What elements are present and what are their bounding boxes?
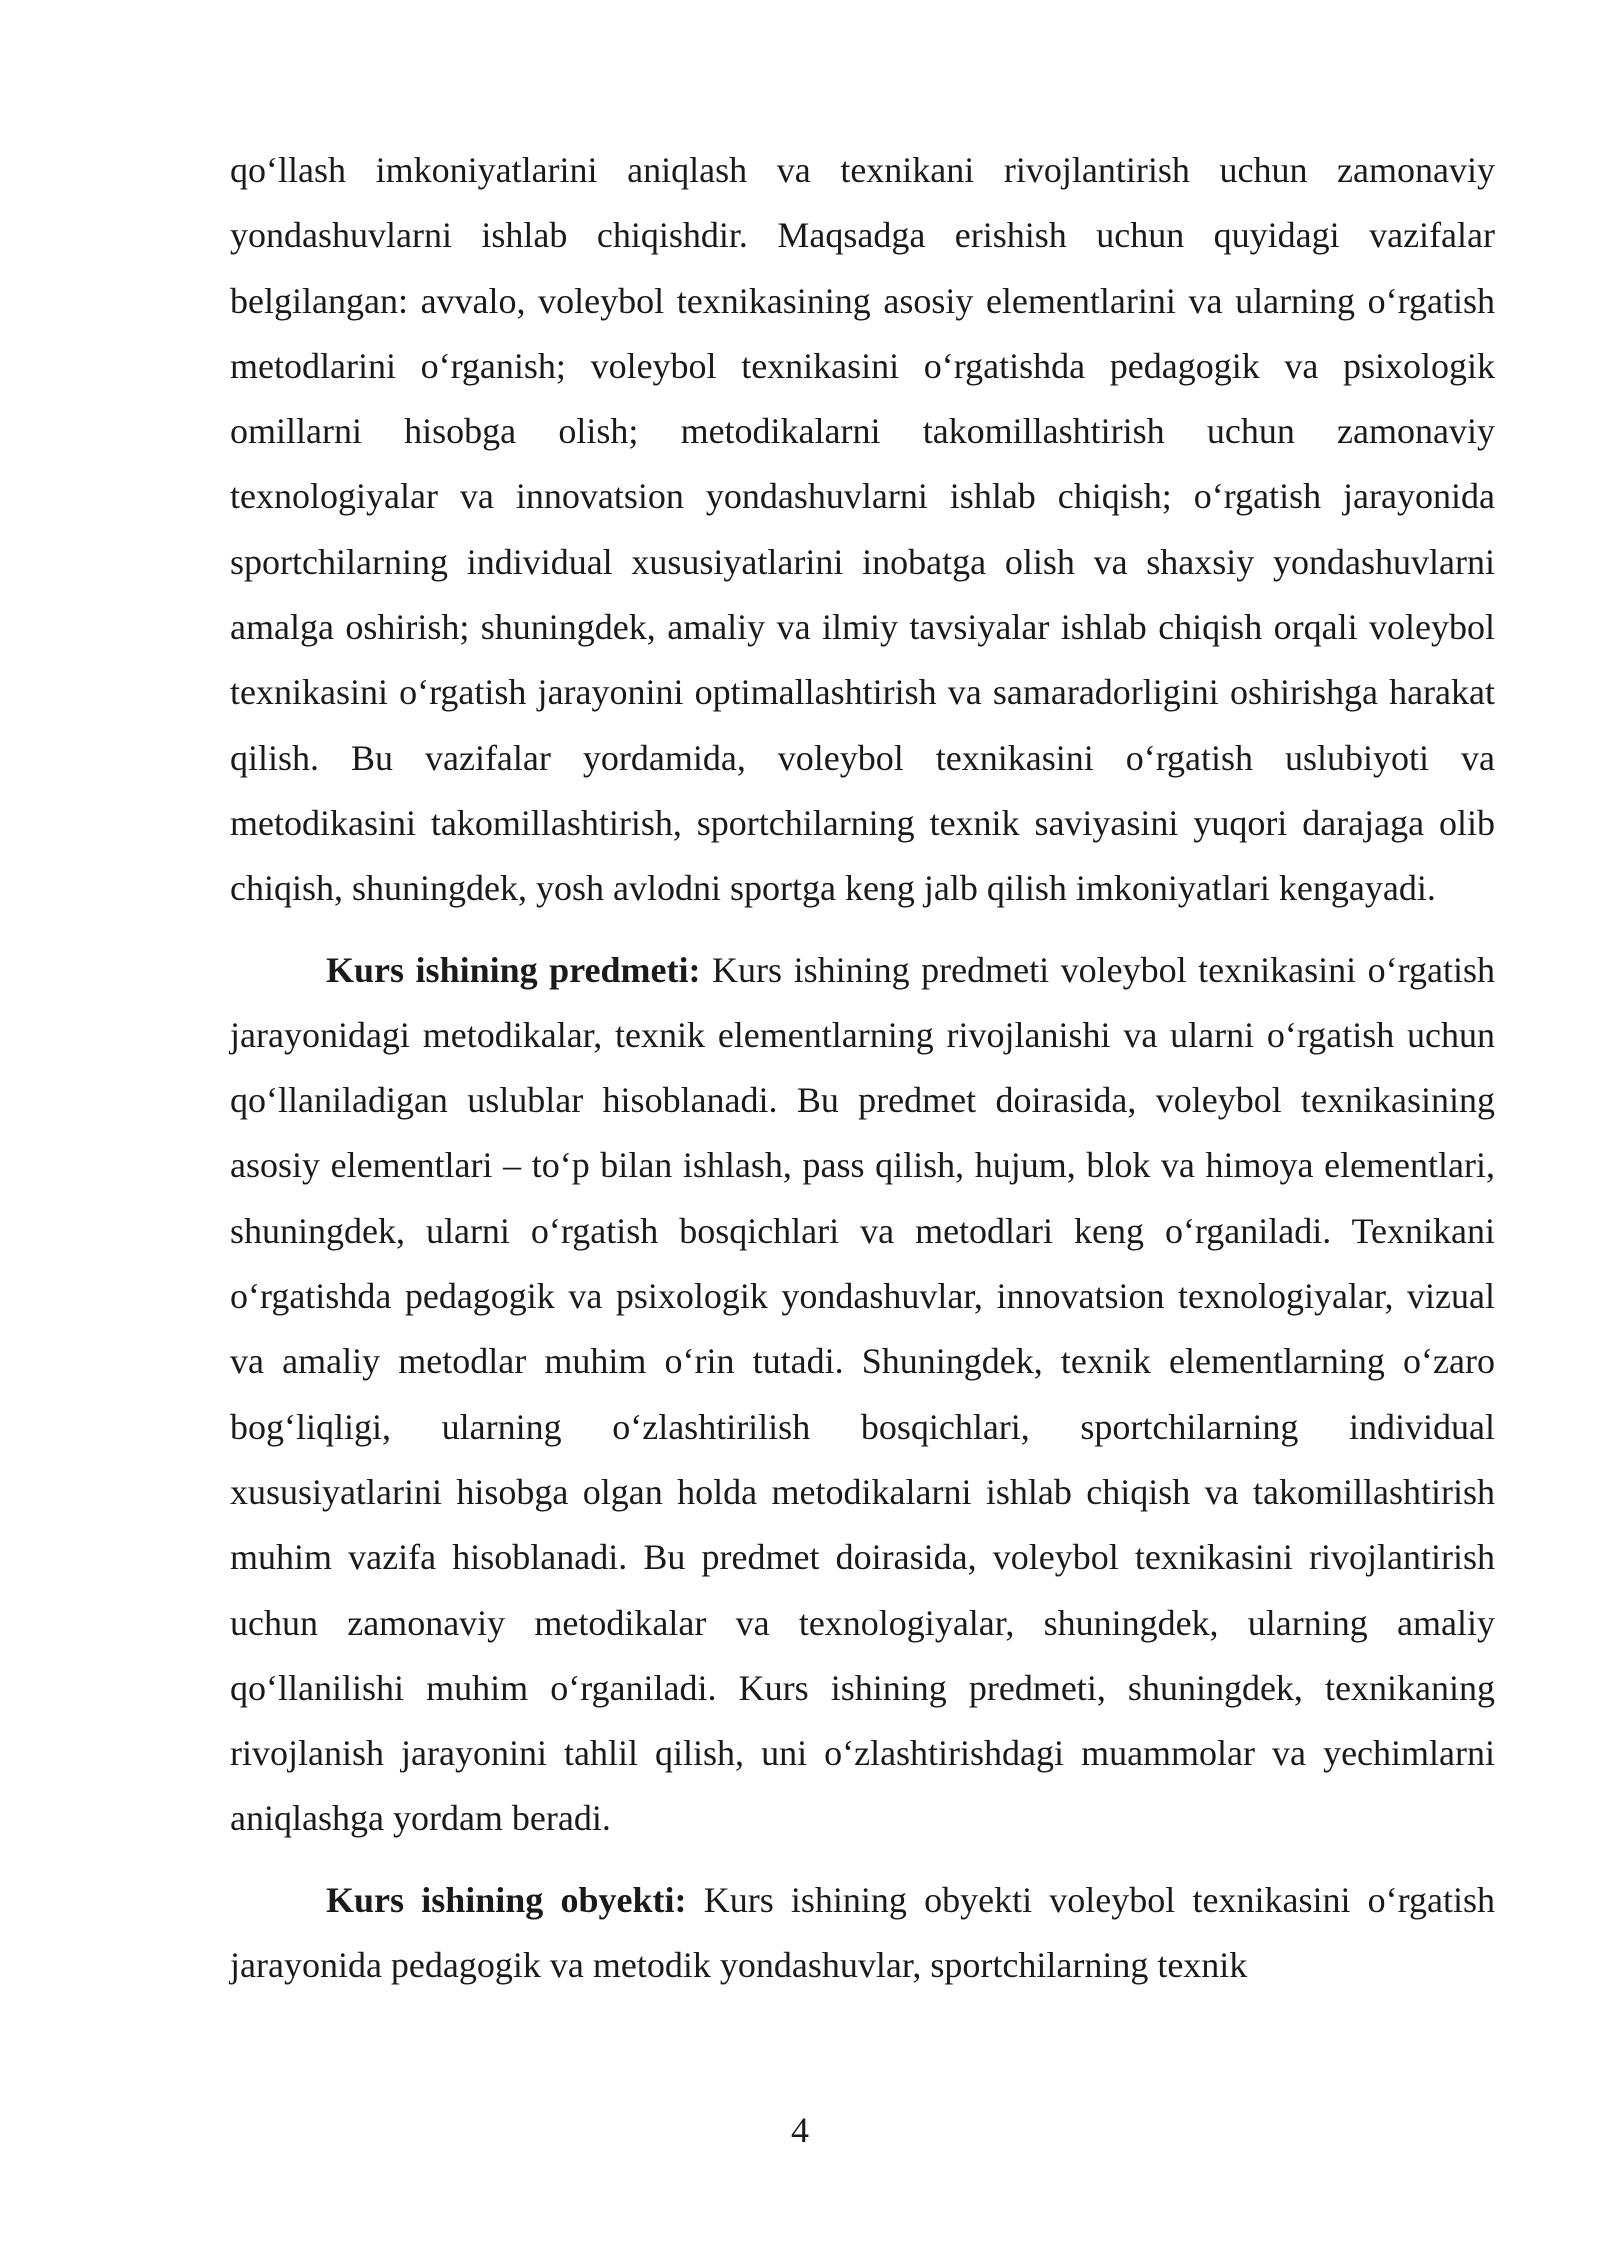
- document-body: [230, 138, 1495, 1998]
- paragraph-heading: Kurs ishining predmeti:: [326, 949, 701, 990]
- paragraph-heading: Kurs ishining obyekti:: [326, 1879, 687, 1920]
- page-number: 4: [791, 2110, 809, 2150]
- paragraph-text: Kurs ishining predmeti voleybol texnikasini o‘rgatish jarayonidagi metodikalar, texnik elementlarning rivojlanishi va ularni o‘rgatish uchun qo‘llaniladigan uslublar hisoblanadi. Bu predmet doirasida, voleybol texnikasining asosiy elementlari – to‘p bilan ishlash, pass qilish, hujum, blok va himoya elementlari, shuningdek, ularni o‘rgatish bosqichlari va metodlari keng o‘rganiladi. Texnikani o‘rgatishda pedagogik va psixologik yondashuvlar, innovatsion texnologiyalar, vizual va amaliy metodlar muhim o‘rin tutadi. Shuningdek, texnik elementlarning o‘zaro bog‘liqligi, ularning o‘zlashtirilish bosqichlari, sportchilarning individual xususiyatlarini hisobga olgan holda metodikalarni ishlab chiqish va takomillashtirish muhim vazifa hisoblanadi. Bu predmet doirasida, voleybol texnikasini rivojlantirish uchun zamonaviy metodikalar va texnologiyalar, shuningdek, ularning amaliy qo‘llanilishi muhim o‘rganiladi. Kurs ishining predmeti, shuningdek, texnikaning rivojlanish jarayonini tahlil qilish, uni o‘zlashtirishdagi muammolar va yechimlarni aniqlashga yordam beradi.: [230, 949, 1495, 1839]
- paragraph-text: Kurs ishining obyekti voleybol texnikasini o‘rgatish jarayonida pedagogik va metodik yondashuvlar, sportchilarning texnik: [230, 1879, 1495, 1986]
- paragraph-object: [230, 1868, 1495, 1999]
- paragraph-text: qo‘llash imkoniyatlarini aniqlash va texnikani rivojlantirish uchun zamonaviy yondashuvlarni ishlab chiqishdir. Maqsadga erishish uchun quyidagi vazifalar belgilangan: avvalo, voleybol texnikasining asosiy elementlarini va ularning o‘rgatish metodlarini o‘rganish; voleybol texnikasini o‘rgatishda pedagogik va psixologik omillarni hisobga olish; metodikalarni takomillashtirish uchun zamonaviy texnologiyalar va innovatsion yondashuvlarni ishlab chiqish; o‘rgatish jarayonida sportchilarning individual xususiyatlarini inobatga olish va shaxsiy yondashuvlarni amalga oshirish; shuningdek, amaliy va ilmiy tavsiyalar ishlab chiqish orqali voleybol texnikasini o‘rgatish jarayonini optimallashtirish va samaradorligini oshirishga harakat qilish. Bu vazifalar yordamida, voleybol texnikasini o‘rgatish uslubiyoti va metodikasini takomillashtirish, sportchilarning texnik saviyasini yuqori darajaga olib chiqish, shuningdek, yosh avlodni sportga keng jalb qilish imkoniyatlari kengayadi.: [230, 150, 1495, 909]
- paragraph-objectives: [230, 138, 1495, 922]
- paragraph-subject: [230, 938, 1495, 1852]
